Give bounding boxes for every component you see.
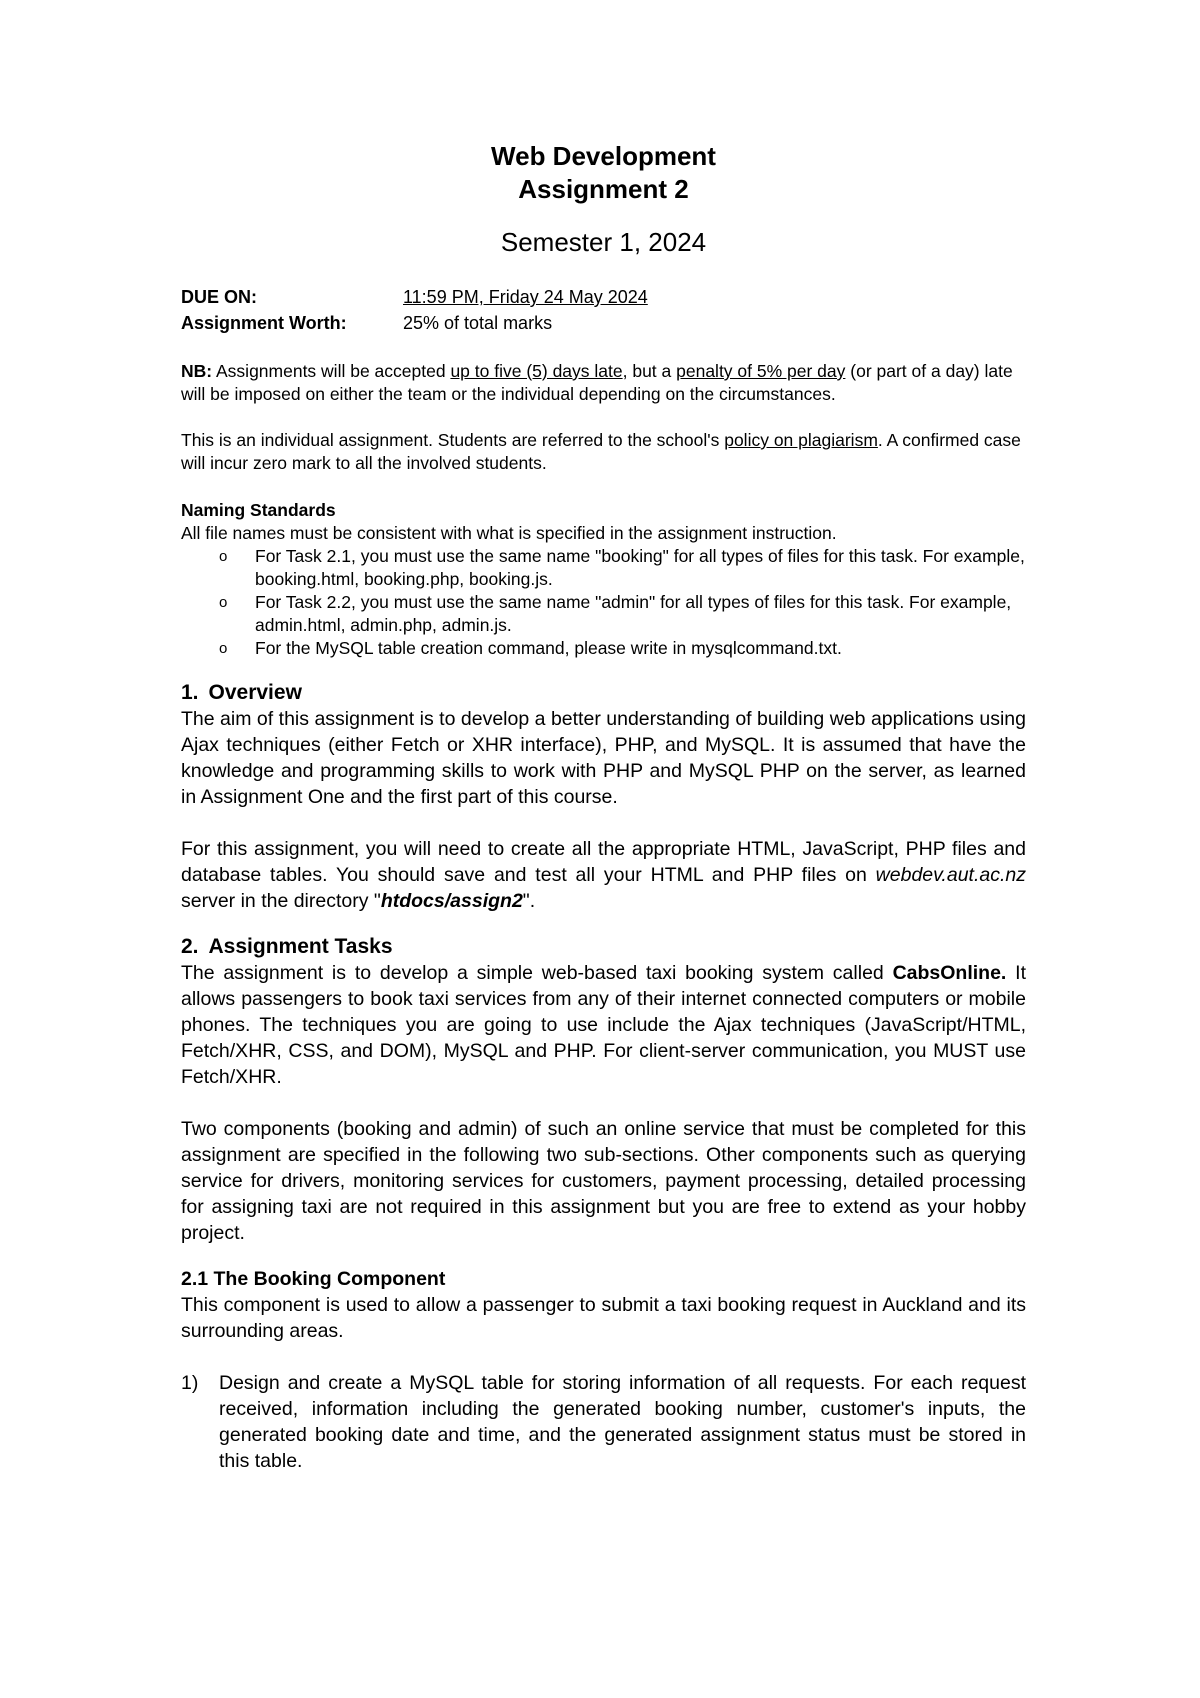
- late-policy-note: [181, 360, 1026, 406]
- nb-label: NB:: [181, 361, 213, 381]
- naming-standards-heading: Naming Standards: [181, 500, 336, 520]
- document-title: [181, 140, 1026, 206]
- late-days-link[interactable]: up to five (5) days late: [450, 361, 623, 381]
- overview-paragraph-2: [181, 836, 1026, 914]
- worth-row: [181, 310, 1026, 336]
- directory-name: htdocs/assign2: [380, 890, 523, 912]
- plagiarism-policy-link[interactable]: policy on plagiarism: [724, 430, 878, 450]
- due-value: 11:59 PM, Friday 24 May 2024: [403, 287, 648, 307]
- task-number: 1): [181, 1372, 199, 1394]
- list-item: [181, 545, 1026, 591]
- tasks-title: Assignment Tasks: [208, 935, 393, 958]
- title-line-2: Assignment 2: [518, 174, 689, 204]
- nb-text-1: Assignments will be accepted: [212, 361, 451, 381]
- nb-text-2: , but a: [622, 361, 677, 381]
- tasks-p1-text-1: The assignment is to develop a simple web-based taxi booking system called: [181, 962, 893, 984]
- task-text: Design and create a MySQL table for storing information of all requests. For each request received, information including the generated booking number, customer's inputs, the generated booking date and time, and the generated assignment status must be stored in this table.: [219, 1372, 1026, 1472]
- overview-title: Overview: [208, 681, 302, 704]
- overview-heading: [181, 680, 1026, 706]
- overview-p2-text-3: ".: [522, 890, 536, 912]
- list-item: [181, 637, 1026, 660]
- individual-text-2: . A confirmed case will incur zero mark to all the involved students.: [181, 430, 1021, 473]
- nb-text-3: (or part of a day) late will be imposed on either the team or the individual depending on the circumstances.: [181, 361, 1013, 404]
- overview-p2-text-2: server in the directory ": [181, 890, 381, 912]
- individual-note: [181, 429, 1026, 475]
- naming-item-text: For Task 2.2, you must use the same name "admin" for all types of files for this task. For example, admin.html, admin.php, admin.js.: [255, 592, 1012, 635]
- booking-task-list: [181, 1370, 1026, 1474]
- tasks-number: 2.: [181, 935, 199, 958]
- individual-text-1: This is an individual assignment. Students are referred to the school's: [181, 430, 725, 450]
- worth-label: Assignment Worth:: [181, 313, 347, 333]
- naming-standards-intro: All file names must be consistent with what is specified in the assignment instruction.: [181, 523, 837, 543]
- tasks-paragraph-2: Two components (booking and admin) of such an online service that must be completed for this assignment are specified in the following two sub-sections. Other components such as querying service for drivers, monitoring services for customers, payment processing, detailed processing for assigning taxi are not required in this assignment but you are free to extend as your hobby project.: [181, 1118, 1026, 1244]
- penalty-link[interactable]: penalty of 5% per day: [676, 361, 846, 381]
- overview-number: 1.: [181, 681, 199, 704]
- overview-paragraph-1: The aim of this assignment is to develop a better understanding of building web applications using Ajax techniques (either Fetch or XHR interface), PHP, and MySQL. It is assumed that have the knowledge and programming skills to work with PHP and MySQL PHP on the server, as learned in Assignment One and the first part of this course.: [181, 708, 1026, 808]
- document-content: [181, 140, 1026, 1474]
- bullet-icon: o: [219, 594, 228, 611]
- due-label: DUE ON:: [181, 287, 257, 307]
- title-line-1: Web Development: [491, 141, 716, 171]
- overview-p2-text-1: For this assignment, you will need to create all the appropriate HTML, JavaScript, PHP files and database tables. You should save and test all your HTML and PHP files on: [181, 838, 1026, 886]
- worth-value: 25% of total marks: [403, 313, 553, 333]
- tasks-paragraph-1: [181, 960, 1026, 1090]
- naming-item-text: For the MySQL table creation command, please write in mysqlcommand.txt.: [255, 638, 842, 658]
- bullet-icon: o: [219, 548, 228, 565]
- assignment-meta: [181, 284, 1026, 336]
- naming-item-text: For Task 2.1, you must use the same name "booking" for all types of files for this task. For example, booking.html, booking.php, booking.js.: [255, 546, 1025, 589]
- semester-heading: Semester 1, 2024: [500, 227, 707, 257]
- list-item: [181, 591, 1026, 637]
- list-item: [181, 1370, 1026, 1474]
- server-name: webdev.aut.ac.nz: [875, 864, 1026, 886]
- naming-standards-list: [181, 545, 1026, 660]
- booking-component-intro: This component is used to allow a passenger to submit a taxi booking request in Auckland and its surrounding areas.: [181, 1294, 1026, 1342]
- tasks-heading: [181, 934, 1026, 960]
- due-row: [181, 284, 1026, 310]
- booking-component-heading: 2.1 The Booking Component: [181, 1268, 446, 1290]
- tasks-p1-text-2: It allows passengers to book taxi services from any of their internet connected computers or mobile phones. The techniques you are going to use include the Ajax techniques (JavaScript/HTML, Fetch/XHR, CSS, and DOM), MySQL and PHP. For client-server communication, you MUST use Fetch/XHR.: [181, 962, 1026, 1088]
- bullet-icon: o: [219, 640, 228, 657]
- system-name: CabsOnline.: [892, 962, 1007, 984]
